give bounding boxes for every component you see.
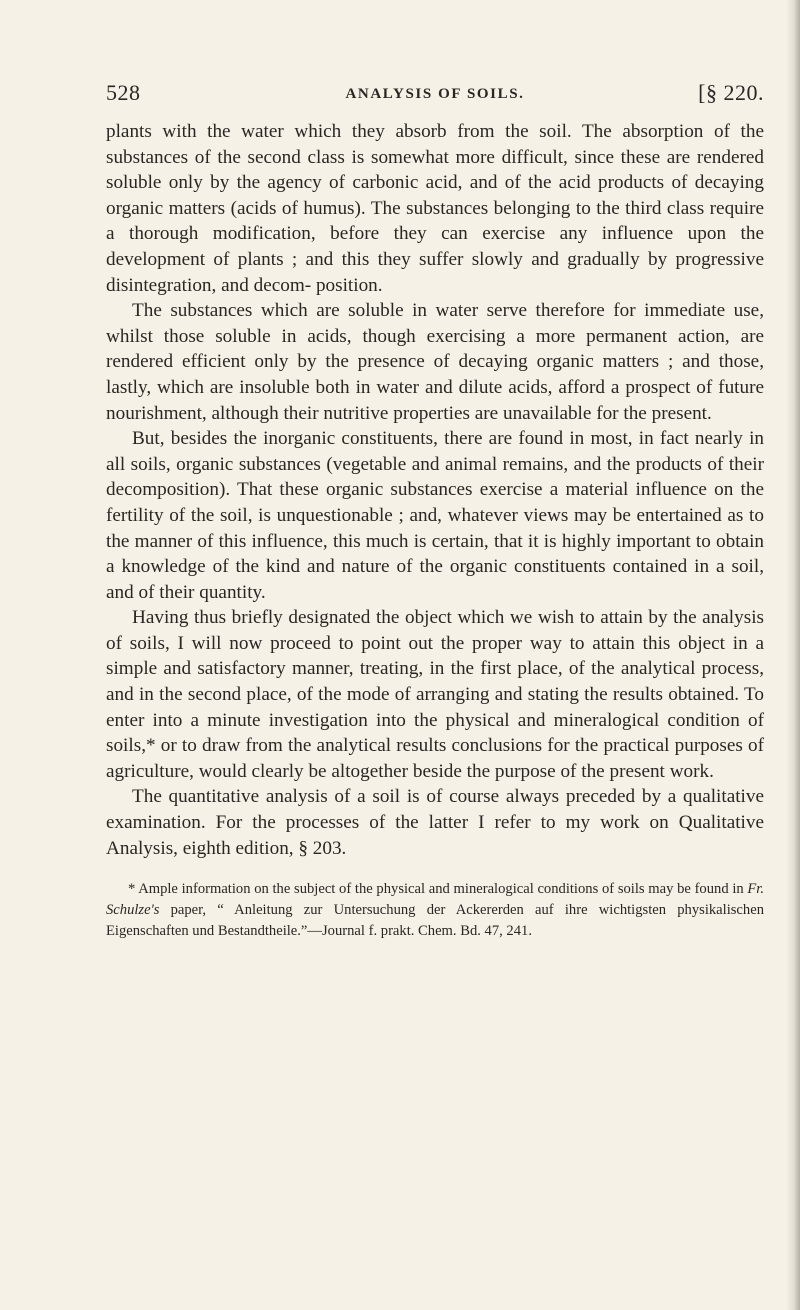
- paragraph: But, besides the inorganic constituents, there are found in most, in fact nearly in all soils, organic substances (vegetable and animal remains, and the products of their decomposition). That these organic substances exercise a material influence on the fertility of the soil, is unquestionable ; and, whatever views may be entertained as to the manner of this influence, this much is certain, that it is highly important to obtain a knowledge of the kind and nature of the organic constituents contained in a soil, and of their quantity.: [106, 428, 764, 603]
- page-header: [106, 80, 764, 112]
- paragraph-continued: plants with the water which they absorb from the soil. The absorption of the substances of the second class is somewhat more difficult, since these are rendered soluble only by the agency of carbonic acid, and of the acid products of decaying organic matters (acids of humus). The substances belonging to the third class require a thorough modification, before they can exercise any influence upon the development of plants ; and this they suffer slowly and gradually by progressive disintegration, and decom- position.: [106, 121, 764, 296]
- body-text: [106, 119, 764, 942]
- paragraph: Having thus briefly designated the object which we wish to attain by the analysis of soils, I will now proceed to point out the proper way to attain this object in a simple and satisfactory manner, treating, in the first place, of the analytical process, and in the second place, of the mode of arranging and stating the results obtained. To enter into a minute investigation into the physical and mineralogical condition of soils,* or to draw from the analytical results conclusions for the practical purposes of agriculture, would clearly be altogether beside the purpose of the present work.: [106, 607, 764, 782]
- running-title: ANALYSIS OF SOILS.: [345, 86, 525, 102]
- paragraph: The substances which are soluble in water serve therefore for immediate use, whilst those soluble in acids, though exercising a more permanent action, are rendered efficient only by the presence of decaying organic matters ; and those, lastly, which are insoluble both in water and dilute acids, afford a prospect of future nourishment, although their nutritive properties are unavailable for the present.: [106, 300, 764, 424]
- section-reference: [§ 220.: [698, 80, 764, 105]
- footnote-text-start: * Ample information on the subject of the physical and mineralogical conditions of soils may be found in: [128, 881, 748, 898]
- footnote-separator: [106, 861, 764, 879]
- footnote-text-end: paper, “ Anleitung zur Untersuchung der Ackererden auf ihre wichtigsten physikalischen Eigenschaften und Bestandtheile.”—Journal f. prakt. Chem. Bd. 47, 241.: [106, 902, 764, 940]
- page-edge-shadow: [786, 0, 800, 1310]
- footnote: [106, 879, 764, 942]
- footnote-author: Fr. Schulze's: [106, 881, 764, 919]
- page-number: 528: [106, 80, 141, 105]
- paragraph: The quantitative analysis of a soil is of course always preceded by a qualitative examination. For the processes of the latter I refer to my work on Qualitative Analysis, eighth edition, § 203.: [106, 786, 764, 859]
